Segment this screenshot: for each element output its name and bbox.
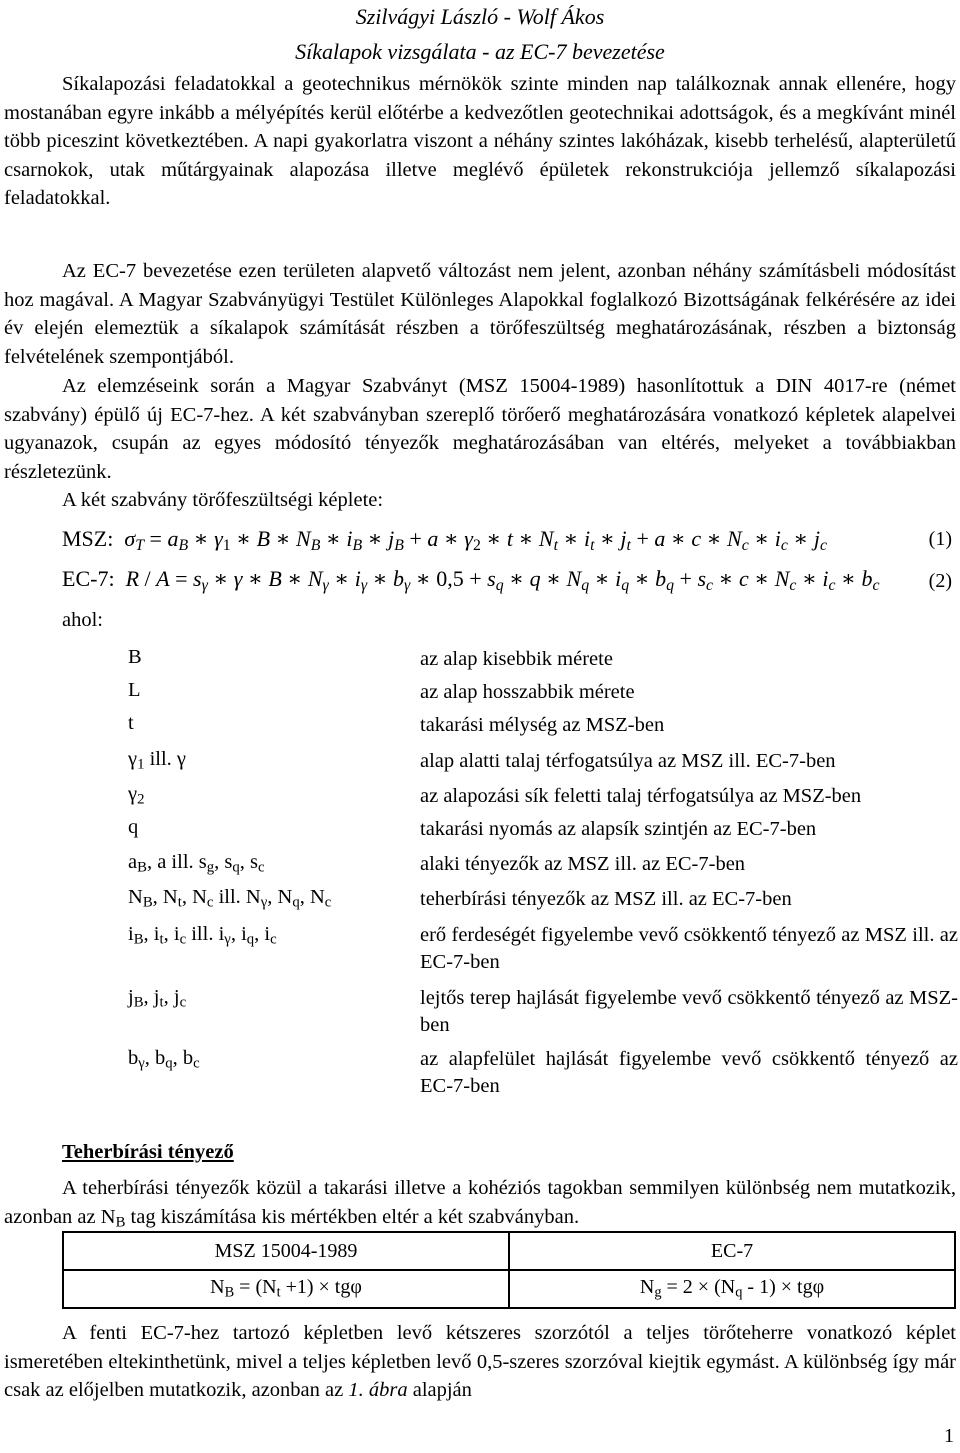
formula-msz-label: MSZ:: [62, 526, 114, 551]
table-header-msz: MSZ 15004-1989: [63, 1232, 509, 1270]
table-formula-msz: $N_B = (N_t +1) \times tg\varphi$: [63, 1270, 509, 1308]
paragraph-1: Síkalapozási feladatokkal a geotechnikus mérnökök szinte minden nap találkoznak annak ellenére, hogy mostanában egyre inkább a mélyépítés kerül előtérbe a kedvezőtlen geotechnikai adottságok, és a megkívánt minél több piceszint következtében. A napi gyakorlatra viszont a néhány szintes lakóházak, kisebb terhelésű, alapterületű csarnokok, utak műtárgyainak alapozása illetve meglévő épületek rekonstrukciója jellemző síkalapozási feladatokkal.: [4, 73, 956, 210]
paragraph-3: Az elemzéseink során a Magyar Szabványt (MSZ 15004-1989) hasonlítottuk a DIN 4017-re (német szabvány) épülő új EC-7-hez. A két szabványban szereplő törőerő meghatározására vonatkozó képletek alapelvei ugyanazok, csupán az egyes módosító tényezők meghatározásában van eltérés, melyeket a továbbiakban részletezünk.: [4, 375, 956, 483]
definition-desc: teherbírási tényezők az MSZ ill. az EC-7-ben: [420, 888, 792, 910]
definition-desc: az alapozási sík feletti talaj térfogatsúlya az MSZ-ben: [420, 785, 862, 807]
definition-desc: takarási nyomás az alapsík szintjén az EC-7-ben: [420, 818, 817, 840]
formula-msz-number: (1): [928, 528, 952, 550]
authors: Szilvágyi László - Wolf Ákos: [355, 4, 605, 29]
formula-ec7-number: (2): [928, 570, 952, 592]
symbol-inclination-factors: $i_B$, $i_t$, $i_c$ ill. $i_\gamma$, $i_q$, $i_c$: [128, 923, 277, 948]
symbol-gamma1: $\gamma_1$ ill. γ: [128, 748, 186, 773]
definition-desc: alap alatti talaj térfogatsúlya az MSZ ill. EC-7-ben: [420, 750, 836, 772]
symbol-base-factors: $b_\gamma$, $b_q$, $b_c$: [128, 1047, 200, 1072]
symbol-q: q: [128, 816, 139, 838]
definition-desc: alaki tényezők az MSZ ill. az EC-7-ben: [420, 853, 746, 875]
symbol-b: B: [128, 646, 142, 668]
formula-msz: MSZ: $\sigma_T = a_B$ ∗ $\gamma_1$ ∗ B ∗ $N_B$ ∗ $i_B$ ∗ $j_B + a$ ∗ $\gamma_2$ ∗ t ∗ $N_t$ ∗ $i_t$ ∗ $j_t + a$ ∗ c ∗ $N_c$ ∗ $i_c$ ∗ $j_c$: [62, 526, 827, 554]
section-intro: A teherbírási tényezők közül a takarási illetve a kohéziós tagokban semmilyen különbség nem mutatkozik, azonban az $N_B$ tag kiszámítása kis mértékben eltér a két szabványban.: [4, 1177, 956, 1231]
formula-ec7-label: EC-7:: [62, 566, 115, 591]
bearing-factor-table: [62, 1231, 956, 1309]
paragraph-4: A két szabvány törőfeszültségi képlete:: [62, 489, 384, 511]
page-title: Síkalapok vizsgálata - az EC-7 bevezetése: [295, 39, 665, 64]
definition-desc: lejtős terep hajlását figyelembe vevő csökkentő tényező az MSZ-ben: [420, 987, 958, 1036]
table-formula-ec7: $N_g = 2 \times (N_q - 1) \times tg\varphi$: [509, 1270, 955, 1308]
closing-paragraph: A fenti EC-7-hez tartozó képletben levő kétszeres szorzótól a teljes törőteherre vonatkozó képlet ismeretében eltekinthetünk, mivel a teljes képletben levő 0,5-szeres szorzóval kiejtik egymást. A különbség így már csak az előjelben mutatkozik, azonban az 1. ábra alapján: [4, 1322, 956, 1402]
symbol-gamma2: $\gamma_2$: [128, 783, 145, 808]
symbol-slope-factors: $j_B$, $j_t$, $j_c$: [128, 986, 187, 1011]
table-header-ec7: EC-7: [509, 1232, 955, 1270]
definition-desc: erő ferdeségét figyelembe vevő csökkentő tényező az MSZ ill. az EC-7-ben: [420, 924, 958, 973]
symbol-t: t: [128, 712, 134, 734]
figure-reference: 1. ábra: [348, 1379, 408, 1402]
symbol-l: L: [128, 679, 141, 701]
symbol-shape-factors: $a_B$, a ill. $s_g$, $s_q$, $s_c$: [128, 851, 265, 876]
definition-desc: takarási mélység az MSZ-ben: [420, 714, 665, 736]
symbol-bearing-factors: $N_B$, $N_t$, $N_c$ ill. $N_\gamma$, $N_q$, $N_c$: [128, 886, 332, 911]
page-number: 1: [944, 1425, 954, 1447]
formula-ec7: EC-7: $R / A = s_\gamma$ ∗ γ ∗ B ∗ $N_\gamma$ ∗ $i_\gamma$ ∗ $b_\gamma$ ∗ $0,5 + s_q$ ∗ q ∗ $N_q$ ∗ $i_q$ ∗ $b_q + s_c$ ∗ c ∗ $N_c$ ∗ $i_c$ ∗ $b_c$: [62, 566, 880, 594]
ahol-label: ahol:: [62, 609, 103, 631]
section-heading: Teherbírási tényező: [62, 1141, 234, 1163]
paragraph-2: Az EC-7 bevezetése ezen területen alapvető változást nem jelent, azonban néhány számításbeli módosítást hoz magával. A Magyar Szabványügyi Testület Különleges Alapokkal foglalkozó Bizottságának felkérésére az idei év elején elemeztük a síkalapok számítását részben a törőfeszültség meghatározásának, részben a biztonság felvételének szempontjából.: [4, 260, 956, 368]
definition-desc: az alap kisebbik mérete: [420, 648, 613, 670]
definition-desc: az alapfelület hajlását figyelembe vevő csökkentő tényező az EC-7-ben: [420, 1048, 958, 1097]
definition-desc: az alap hosszabbik mérete: [420, 681, 635, 703]
